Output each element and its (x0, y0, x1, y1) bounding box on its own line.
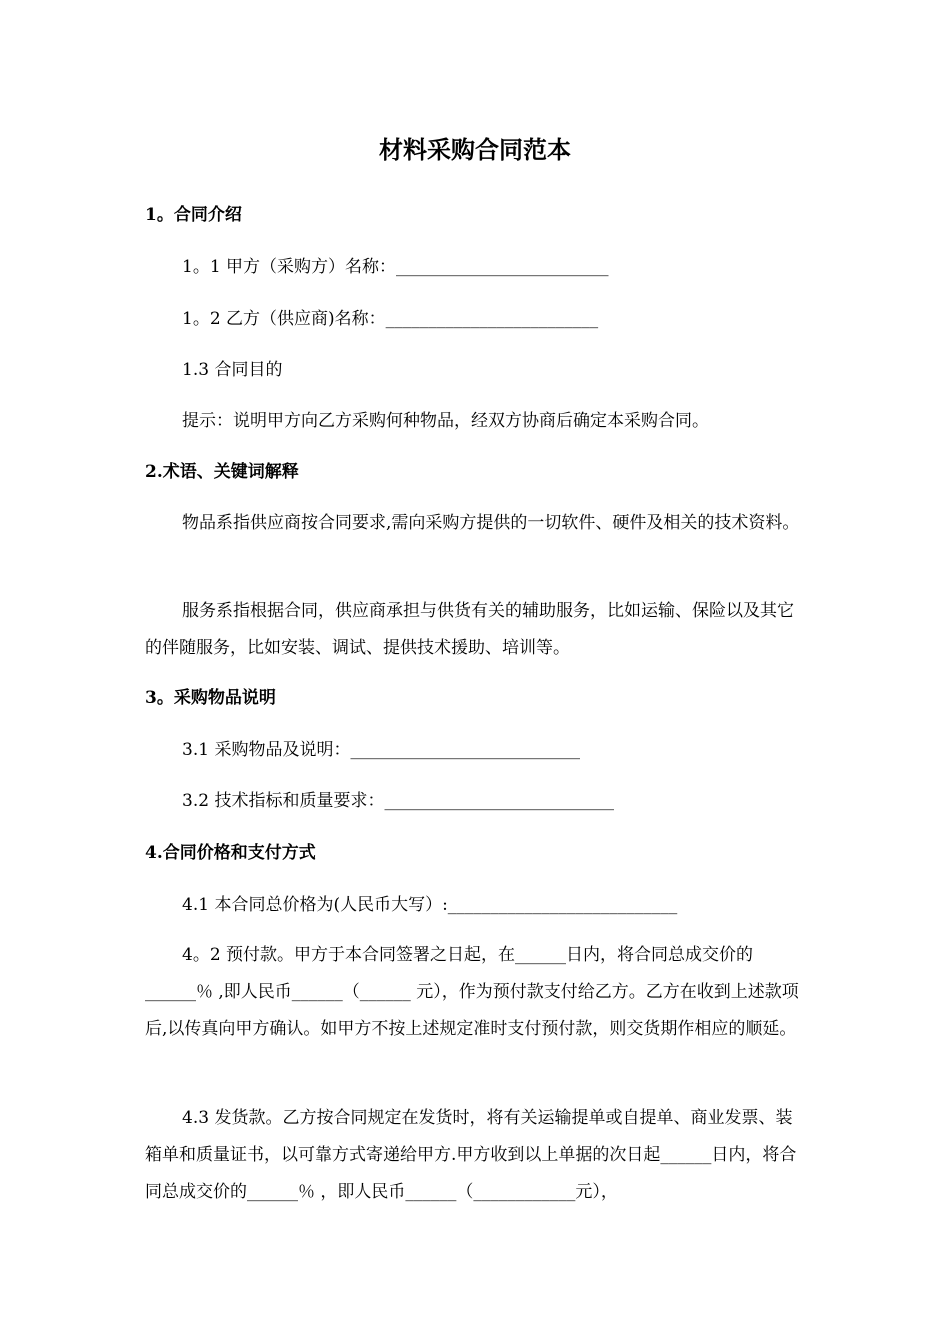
section-3-2-quality: 3.2 技术指标和质量要求：___________________________ (182, 791, 614, 811)
section-4-2-advance-payment: 4。2 预付款。甲方于本合同签署之日起，在______日内，将合同总成交价的 ______％ ,即人民币______（______ 元），作为预付款支付给乙方。乙方在收到上述款项后,以传真向甲方确认。如甲方不按上述规定准时支付预付款，则交货期作相应的顺延。 (145, 945, 799, 1039)
section-1-3-purpose: 1.3 合同目的 (182, 360, 283, 380)
section-4-3-delivery-payment: 4.3 发货款。乙方按合同规定在发货时，将有关运输提单或自提单、商业发票、装箱单和质量证书，以可靠方式寄递给甲方.甲方收到以上单据的次日起______日内，将合同总成交价的______％ ，即人民币______（____________元）， (145, 1108, 797, 1202)
section-1-1-party-a: 1。1 甲方（采购方）名称：_________________________ (182, 257, 609, 277)
section-2-services-definition: 服务系指根据合同，供应商承担与供货有关的辅助服务，比如运输、保险以及其它的伴随服务，比如安装、调试、提供技术援助、培训等。 (145, 601, 794, 658)
section-1-hint: 提示：说明甲方向乙方采购何种物品，经双方协商后确定本采购合同。 (182, 411, 709, 431)
section-2-goods-definition: 物品系指供应商按合同要求,需向采购方提供的一切软件、硬件及相关的技术资料。 (182, 513, 800, 533)
document-title: 材料采购合同范本 (379, 135, 571, 164)
section-4-heading: 4.合同价格和支付方式 (145, 843, 316, 863)
section-3-heading: 3。采购物品说明 (145, 688, 276, 708)
section-4-1-total-price: 4.1 本合同总价格为(人民币大写）:___________________________ (182, 895, 678, 915)
section-1-2-party-b: 1。2 乙方（供应商)名称：_________________________ (182, 309, 599, 329)
section-3-1-items: 3.1 采购物品及说明：___________________________ (182, 740, 580, 760)
section-2-heading: 2.术语、关键词解释 (145, 462, 299, 482)
section-1-heading: 1。合同介绍 (145, 205, 242, 225)
